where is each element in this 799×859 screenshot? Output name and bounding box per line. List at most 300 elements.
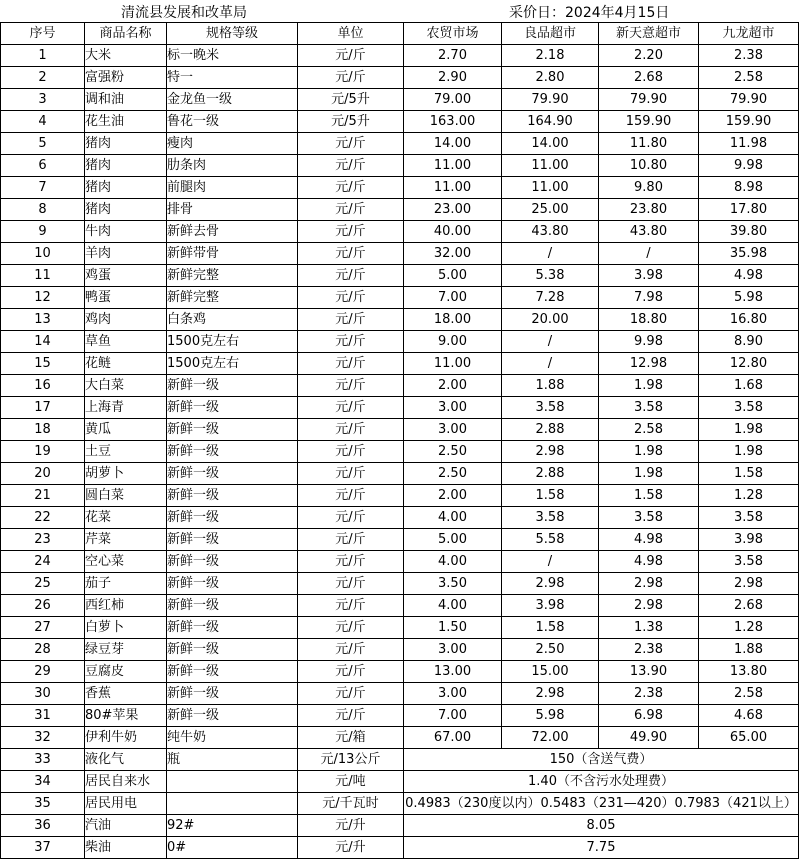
cell-col-no: 33 — [1, 749, 85, 771]
cell-col-unit: 元/斤 — [298, 463, 404, 485]
cell-col-xintianyi: 1.98 — [599, 463, 699, 485]
table-row — [1, 661, 799, 683]
cell-col-xintianyi: 79.90 — [599, 89, 699, 111]
cell-col-farm-market: 2.00 — [404, 375, 502, 397]
cell-col-spec: 新鲜一级 — [167, 485, 298, 507]
table-header-row — [1, 23, 799, 45]
cell-col-name: 80#苹果 — [85, 705, 167, 727]
table-row — [1, 375, 799, 397]
cell-col-xintianyi: 49.90 — [599, 727, 699, 749]
cell-col-jiulong: 11.98 — [699, 133, 799, 155]
cell-col-spec: 新鲜一级 — [167, 595, 298, 617]
cell-col-unit: 元/斤 — [298, 529, 404, 551]
cell-col-spec: 标一晚米 — [167, 45, 298, 67]
cell-col-liangpin: 14.00 — [502, 133, 599, 155]
cell-col-unit: 元/斤 — [298, 309, 404, 331]
cell-col-name: 猪肉 — [85, 133, 167, 155]
cell-col-xintianyi: 3.98 — [599, 265, 699, 287]
cell-col-unit: 元/斤 — [298, 661, 404, 683]
cell-col-xintianyi: 1.38 — [599, 617, 699, 639]
cell-col-name: 花鲢 — [85, 353, 167, 375]
cell-col-no: 23 — [1, 529, 85, 551]
table-row — [1, 529, 799, 551]
cell-col-no: 7 — [1, 177, 85, 199]
cell-col-spec — [167, 793, 298, 815]
table-row — [1, 551, 799, 573]
cell-col-unit: 元/斤 — [298, 573, 404, 595]
cell-col-unit: 元/吨 — [298, 771, 404, 793]
cell-col-name: 居民自来水 — [85, 771, 167, 793]
cell-col-liangpin: 2.50 — [502, 639, 599, 661]
cell-col-unit: 元/斤 — [298, 199, 404, 221]
cell-col-xintianyi: 3.58 — [599, 507, 699, 529]
cell-col-unit: 元/斤 — [298, 441, 404, 463]
header-col-name: 商品名称 — [85, 23, 167, 45]
cell-col-spec: 纯牛奶 — [167, 727, 298, 749]
cell-col-no: 25 — [1, 573, 85, 595]
cell-col-unit: 元/斤 — [298, 331, 404, 353]
organization-title: 清流县发展和改革局 — [121, 5, 247, 21]
cell-col-name: 花菜 — [85, 507, 167, 529]
cell-col-name: 猪肉 — [85, 199, 167, 221]
price-table — [0, 22, 799, 859]
cell-col-unit: 元/斤 — [298, 595, 404, 617]
cell-col-no: 12 — [1, 287, 85, 309]
cell-merged-price: 8.05 — [404, 815, 799, 837]
cell-col-farm-market: 4.00 — [404, 551, 502, 573]
cell-col-no: 26 — [1, 595, 85, 617]
cell-col-name: 鸡肉 — [85, 309, 167, 331]
cell-col-liangpin: 164.90 — [502, 111, 599, 133]
cell-col-name: 豆腐皮 — [85, 661, 167, 683]
cell-col-name: 花生油 — [85, 111, 167, 133]
cell-col-no: 30 — [1, 683, 85, 705]
cell-col-xintianyi: 11.80 — [599, 133, 699, 155]
cell-col-no: 22 — [1, 507, 85, 529]
cell-col-xintianyi: 3.58 — [599, 397, 699, 419]
cell-col-unit: 元/5升 — [298, 111, 404, 133]
cell-col-liangpin: 15.00 — [502, 661, 599, 683]
cell-col-no: 28 — [1, 639, 85, 661]
cell-col-farm-market: 11.00 — [404, 155, 502, 177]
cell-col-xintianyi: 1.98 — [599, 441, 699, 463]
cell-col-xintianyi: 9.98 — [599, 331, 699, 353]
cell-col-no: 18 — [1, 419, 85, 441]
cell-col-farm-market: 3.00 — [404, 683, 502, 705]
cell-col-xintianyi: 2.20 — [599, 45, 699, 67]
cell-col-liangpin: 7.28 — [502, 287, 599, 309]
cell-col-no: 37 — [1, 837, 85, 859]
cell-col-spec: 1500克左右 — [167, 331, 298, 353]
cell-col-liangpin: 1.58 — [502, 485, 599, 507]
cell-col-xintianyi: 18.80 — [599, 309, 699, 331]
cell-col-spec: 新鲜一级 — [167, 551, 298, 573]
cell-col-farm-market: 7.00 — [404, 287, 502, 309]
cell-col-name: 液化气 — [85, 749, 167, 771]
cell-col-no: 32 — [1, 727, 85, 749]
cell-col-name: 猪肉 — [85, 155, 167, 177]
cell-col-spec: 新鲜一级 — [167, 441, 298, 463]
cell-col-name: 大米 — [85, 45, 167, 67]
table-row — [1, 397, 799, 419]
cell-col-xintianyi: 23.80 — [599, 199, 699, 221]
table-row-merged — [1, 815, 799, 837]
cell-col-spec: 新鲜一级 — [167, 639, 298, 661]
cell-col-name: 居民用电 — [85, 793, 167, 815]
table-row — [1, 45, 799, 67]
cell-col-unit: 元/升 — [298, 837, 404, 859]
cell-col-unit: 元/斤 — [298, 639, 404, 661]
cell-col-spec: 新鲜一级 — [167, 661, 298, 683]
header-col-jiulong: 九龙超市 — [699, 23, 799, 45]
cell-col-liangpin: 3.58 — [502, 397, 599, 419]
table-row — [1, 595, 799, 617]
cell-col-spec: 鲁花一级 — [167, 111, 298, 133]
table-row — [1, 221, 799, 243]
cell-col-xintianyi: 43.80 — [599, 221, 699, 243]
cell-col-jiulong: 4.98 — [699, 265, 799, 287]
header-col-unit: 单位 — [298, 23, 404, 45]
cell-col-spec: 新鲜一级 — [167, 397, 298, 419]
cell-col-xintianyi: 12.98 — [599, 353, 699, 375]
cell-col-no: 4 — [1, 111, 85, 133]
cell-col-no: 6 — [1, 155, 85, 177]
cell-col-spec: 白条鸡 — [167, 309, 298, 331]
cell-col-name: 调和油 — [85, 89, 167, 111]
cell-col-jiulong: 1.98 — [699, 441, 799, 463]
cell-col-spec: 新鲜一级 — [167, 419, 298, 441]
cell-col-unit: 元/千瓦时 — [298, 793, 404, 815]
table-row-merged — [1, 793, 799, 815]
cell-col-farm-market: 2.70 — [404, 45, 502, 67]
cell-col-farm-market: 3.00 — [404, 397, 502, 419]
cell-col-name: 空心菜 — [85, 551, 167, 573]
cell-col-jiulong: 1.28 — [699, 617, 799, 639]
cell-col-no: 10 — [1, 243, 85, 265]
cell-col-name: 黄瓜 — [85, 419, 167, 441]
cell-col-unit: 元/斤 — [298, 133, 404, 155]
cell-col-spec: 新鲜一级 — [167, 529, 298, 551]
cell-col-jiulong: 79.90 — [699, 89, 799, 111]
cell-col-no: 3 — [1, 89, 85, 111]
cell-col-liangpin: 3.98 — [502, 595, 599, 617]
cell-col-name: 大白菜 — [85, 375, 167, 397]
cell-col-jiulong: 65.00 — [699, 727, 799, 749]
cell-col-name: 上海青 — [85, 397, 167, 419]
cell-col-unit: 元/斤 — [298, 705, 404, 727]
cell-col-no: 21 — [1, 485, 85, 507]
cell-col-jiulong: 2.38 — [699, 45, 799, 67]
cell-merged-price: 7.75 — [404, 837, 799, 859]
cell-col-name: 羊肉 — [85, 243, 167, 265]
cell-col-farm-market: 79.00 — [404, 89, 502, 111]
cell-col-no: 16 — [1, 375, 85, 397]
cell-col-name: 胡萝卜 — [85, 463, 167, 485]
cell-col-no: 35 — [1, 793, 85, 815]
cell-col-jiulong: 2.68 — [699, 595, 799, 617]
cell-col-spec: 新鲜一级 — [167, 705, 298, 727]
table-row — [1, 507, 799, 529]
cell-col-xintianyi: / — [599, 243, 699, 265]
cell-col-farm-market: 2.00 — [404, 485, 502, 507]
cell-col-spec: 新鲜完整 — [167, 287, 298, 309]
cell-col-spec: 1500克左右 — [167, 353, 298, 375]
cell-col-unit: 元/斤 — [298, 683, 404, 705]
cell-col-no: 24 — [1, 551, 85, 573]
table-row — [1, 265, 799, 287]
report-header — [0, 0, 799, 22]
table-row — [1, 353, 799, 375]
cell-col-no: 9 — [1, 221, 85, 243]
table-row-merged — [1, 749, 799, 771]
cell-col-name: 鸡蛋 — [85, 265, 167, 287]
cell-col-spec: 特一 — [167, 67, 298, 89]
cell-col-liangpin: 11.00 — [502, 177, 599, 199]
table-row — [1, 639, 799, 661]
cell-col-jiulong: 3.58 — [699, 507, 799, 529]
cell-col-spec: 0# — [167, 837, 298, 859]
cell-col-no: 11 — [1, 265, 85, 287]
cell-col-jiulong: 8.90 — [699, 331, 799, 353]
cell-col-farm-market: 9.00 — [404, 331, 502, 353]
table-row — [1, 199, 799, 221]
cell-col-farm-market: 23.00 — [404, 199, 502, 221]
cell-col-name: 鸭蛋 — [85, 287, 167, 309]
cell-col-unit: 元/斤 — [298, 265, 404, 287]
cell-merged-price: 150（含送气费） — [404, 749, 799, 771]
cell-merged-price: 0.4983（230度以内）0.5483（231—420）0.7983（421以上） — [404, 793, 799, 815]
cell-col-jiulong: 3.58 — [699, 551, 799, 573]
table-row-merged — [1, 837, 799, 859]
cell-col-jiulong: 2.98 — [699, 573, 799, 595]
cell-col-unit: 元/斤 — [298, 617, 404, 639]
table-row — [1, 441, 799, 463]
table-row — [1, 727, 799, 749]
cell-col-no: 19 — [1, 441, 85, 463]
cell-col-jiulong: 3.98 — [699, 529, 799, 551]
cell-col-xintianyi: 2.38 — [599, 683, 699, 705]
cell-col-no: 5 — [1, 133, 85, 155]
cell-col-no: 1 — [1, 45, 85, 67]
cell-col-liangpin: 2.98 — [502, 683, 599, 705]
cell-col-spec: 金龙鱼一级 — [167, 89, 298, 111]
cell-col-xintianyi: 7.98 — [599, 287, 699, 309]
cell-col-liangpin: 72.00 — [502, 727, 599, 749]
cell-col-name: 伊利牛奶 — [85, 727, 167, 749]
cell-col-xintianyi: 2.98 — [599, 595, 699, 617]
table-row — [1, 573, 799, 595]
cell-col-no: 36 — [1, 815, 85, 837]
cell-col-farm-market: 32.00 — [404, 243, 502, 265]
cell-col-name: 土豆 — [85, 441, 167, 463]
cell-col-spec: 新鲜一级 — [167, 617, 298, 639]
cell-col-jiulong: 16.80 — [699, 309, 799, 331]
table-row — [1, 287, 799, 309]
cell-col-no: 31 — [1, 705, 85, 727]
cell-col-farm-market: 4.00 — [404, 595, 502, 617]
cell-col-farm-market: 5.00 — [404, 529, 502, 551]
cell-col-farm-market: 18.00 — [404, 309, 502, 331]
cell-col-spec: 92# — [167, 815, 298, 837]
cell-col-farm-market: 3.50 — [404, 573, 502, 595]
cell-col-jiulong: 35.98 — [699, 243, 799, 265]
cell-col-unit: 元/升 — [298, 815, 404, 837]
cell-col-name: 茄子 — [85, 573, 167, 595]
cell-col-farm-market: 163.00 — [404, 111, 502, 133]
cell-col-jiulong: 9.98 — [699, 155, 799, 177]
cell-col-name: 汽油 — [85, 815, 167, 837]
cell-col-liangpin: 2.80 — [502, 67, 599, 89]
cell-merged-price: 1.40（不含污水处理费） — [404, 771, 799, 793]
cell-col-liangpin: / — [502, 353, 599, 375]
cell-col-liangpin: 1.88 — [502, 375, 599, 397]
cell-col-unit: 元/斤 — [298, 287, 404, 309]
table-row — [1, 155, 799, 177]
cell-col-name: 白萝卜 — [85, 617, 167, 639]
cell-col-liangpin: 5.98 — [502, 705, 599, 727]
table-row — [1, 705, 799, 727]
table-row — [1, 463, 799, 485]
cell-col-unit: 元/斤 — [298, 507, 404, 529]
cell-col-spec: 新鲜带骨 — [167, 243, 298, 265]
cell-col-jiulong: 1.68 — [699, 375, 799, 397]
cell-col-xintianyi: 2.38 — [599, 639, 699, 661]
table-row — [1, 683, 799, 705]
table-row — [1, 419, 799, 441]
cell-col-xintianyi: 2.98 — [599, 573, 699, 595]
cell-col-unit: 元/13公斤 — [298, 749, 404, 771]
cell-col-unit: 元/斤 — [298, 397, 404, 419]
cell-col-farm-market: 67.00 — [404, 727, 502, 749]
table-row — [1, 177, 799, 199]
cell-col-name: 猪肉 — [85, 177, 167, 199]
price-table-body — [1, 23, 799, 859]
cell-col-farm-market: 3.00 — [404, 419, 502, 441]
cell-col-name: 西红柿 — [85, 595, 167, 617]
cell-col-spec: 前腿肉 — [167, 177, 298, 199]
cell-col-liangpin: 11.00 — [502, 155, 599, 177]
cell-col-jiulong: 13.80 — [699, 661, 799, 683]
table-row — [1, 485, 799, 507]
cell-col-unit: 元/斤 — [298, 45, 404, 67]
cell-col-farm-market: 2.50 — [404, 441, 502, 463]
cell-col-jiulong: 8.98 — [699, 177, 799, 199]
cell-col-spec: 瘦肉 — [167, 133, 298, 155]
cell-col-liangpin: / — [502, 243, 599, 265]
cell-col-farm-market: 3.00 — [404, 639, 502, 661]
cell-col-jiulong: 1.88 — [699, 639, 799, 661]
cell-col-xintianyi: 4.98 — [599, 551, 699, 573]
cell-col-no: 29 — [1, 661, 85, 683]
cell-col-spec: 肋条肉 — [167, 155, 298, 177]
cell-col-liangpin: 25.00 — [502, 199, 599, 221]
table-row — [1, 243, 799, 265]
cell-col-liangpin: / — [502, 331, 599, 353]
cell-col-name: 芹菜 — [85, 529, 167, 551]
cell-col-liangpin: 5.58 — [502, 529, 599, 551]
cell-col-no: 27 — [1, 617, 85, 639]
cell-col-unit: 元/斤 — [298, 419, 404, 441]
cell-col-spec: 排骨 — [167, 199, 298, 221]
cell-col-jiulong: 4.68 — [699, 705, 799, 727]
cell-col-unit: 元/斤 — [298, 551, 404, 573]
cell-col-unit: 元/斤 — [298, 375, 404, 397]
cell-col-spec: 新鲜一级 — [167, 463, 298, 485]
cell-col-unit: 元/斤 — [298, 353, 404, 375]
cell-col-unit: 元/箱 — [298, 727, 404, 749]
cell-col-xintianyi: 4.98 — [599, 529, 699, 551]
header-col-no: 序号 — [1, 23, 85, 45]
cell-col-unit: 元/斤 — [298, 221, 404, 243]
cell-col-name: 圆白菜 — [85, 485, 167, 507]
cell-col-unit: 元/斤 — [298, 243, 404, 265]
table-row — [1, 133, 799, 155]
table-row-merged — [1, 771, 799, 793]
header-col-spec: 规格等级 — [167, 23, 298, 45]
cell-col-farm-market: 1.50 — [404, 617, 502, 639]
cell-col-no: 15 — [1, 353, 85, 375]
table-row — [1, 89, 799, 111]
table-row — [1, 309, 799, 331]
cell-col-farm-market: 14.00 — [404, 133, 502, 155]
cell-col-liangpin: / — [502, 551, 599, 573]
cell-col-jiulong: 12.80 — [699, 353, 799, 375]
cell-col-no: 2 — [1, 67, 85, 89]
cell-col-spec: 新鲜一级 — [167, 375, 298, 397]
cell-col-unit: 元/斤 — [298, 485, 404, 507]
cell-col-farm-market: 13.00 — [404, 661, 502, 683]
cell-col-xintianyi: 2.58 — [599, 419, 699, 441]
cell-col-unit: 元/斤 — [298, 67, 404, 89]
cell-col-liangpin: 5.38 — [502, 265, 599, 287]
cell-col-spec: 瓶 — [167, 749, 298, 771]
cell-col-no: 8 — [1, 199, 85, 221]
table-row — [1, 111, 799, 133]
cell-col-spec — [167, 771, 298, 793]
cell-col-jiulong: 2.58 — [699, 67, 799, 89]
cell-col-jiulong: 5.98 — [699, 287, 799, 309]
cell-col-spec: 新鲜一级 — [167, 683, 298, 705]
cell-col-liangpin: 1.58 — [502, 617, 599, 639]
cell-col-spec: 新鲜去骨 — [167, 221, 298, 243]
cell-col-name: 牛肉 — [85, 221, 167, 243]
table-row — [1, 617, 799, 639]
header-col-xintianyi: 新天意超市 — [599, 23, 699, 45]
cell-col-unit: 元/斤 — [298, 155, 404, 177]
cell-col-xintianyi: 9.80 — [599, 177, 699, 199]
cell-col-no: 20 — [1, 463, 85, 485]
table-row — [1, 331, 799, 353]
cell-col-name: 绿豆芽 — [85, 639, 167, 661]
cell-col-unit: 元/斤 — [298, 177, 404, 199]
header-col-farm-market: 农贸市场 — [404, 23, 502, 45]
cell-col-liangpin: 43.80 — [502, 221, 599, 243]
cell-col-farm-market: 2.90 — [404, 67, 502, 89]
cell-col-spec: 新鲜一级 — [167, 573, 298, 595]
cell-col-liangpin: 2.88 — [502, 463, 599, 485]
cell-col-jiulong: 159.90 — [699, 111, 799, 133]
cell-col-xintianyi: 1.58 — [599, 485, 699, 507]
cell-col-xintianyi: 1.98 — [599, 375, 699, 397]
cell-col-jiulong: 2.58 — [699, 683, 799, 705]
cell-col-jiulong: 1.58 — [699, 463, 799, 485]
cell-col-jiulong: 3.58 — [699, 397, 799, 419]
cell-col-name: 富强粉 — [85, 67, 167, 89]
cell-col-farm-market: 2.50 — [404, 463, 502, 485]
cell-col-spec: 新鲜完整 — [167, 265, 298, 287]
cell-col-liangpin: 2.88 — [502, 419, 599, 441]
price-date: 采价日：2024年4月15日 — [509, 5, 670, 21]
